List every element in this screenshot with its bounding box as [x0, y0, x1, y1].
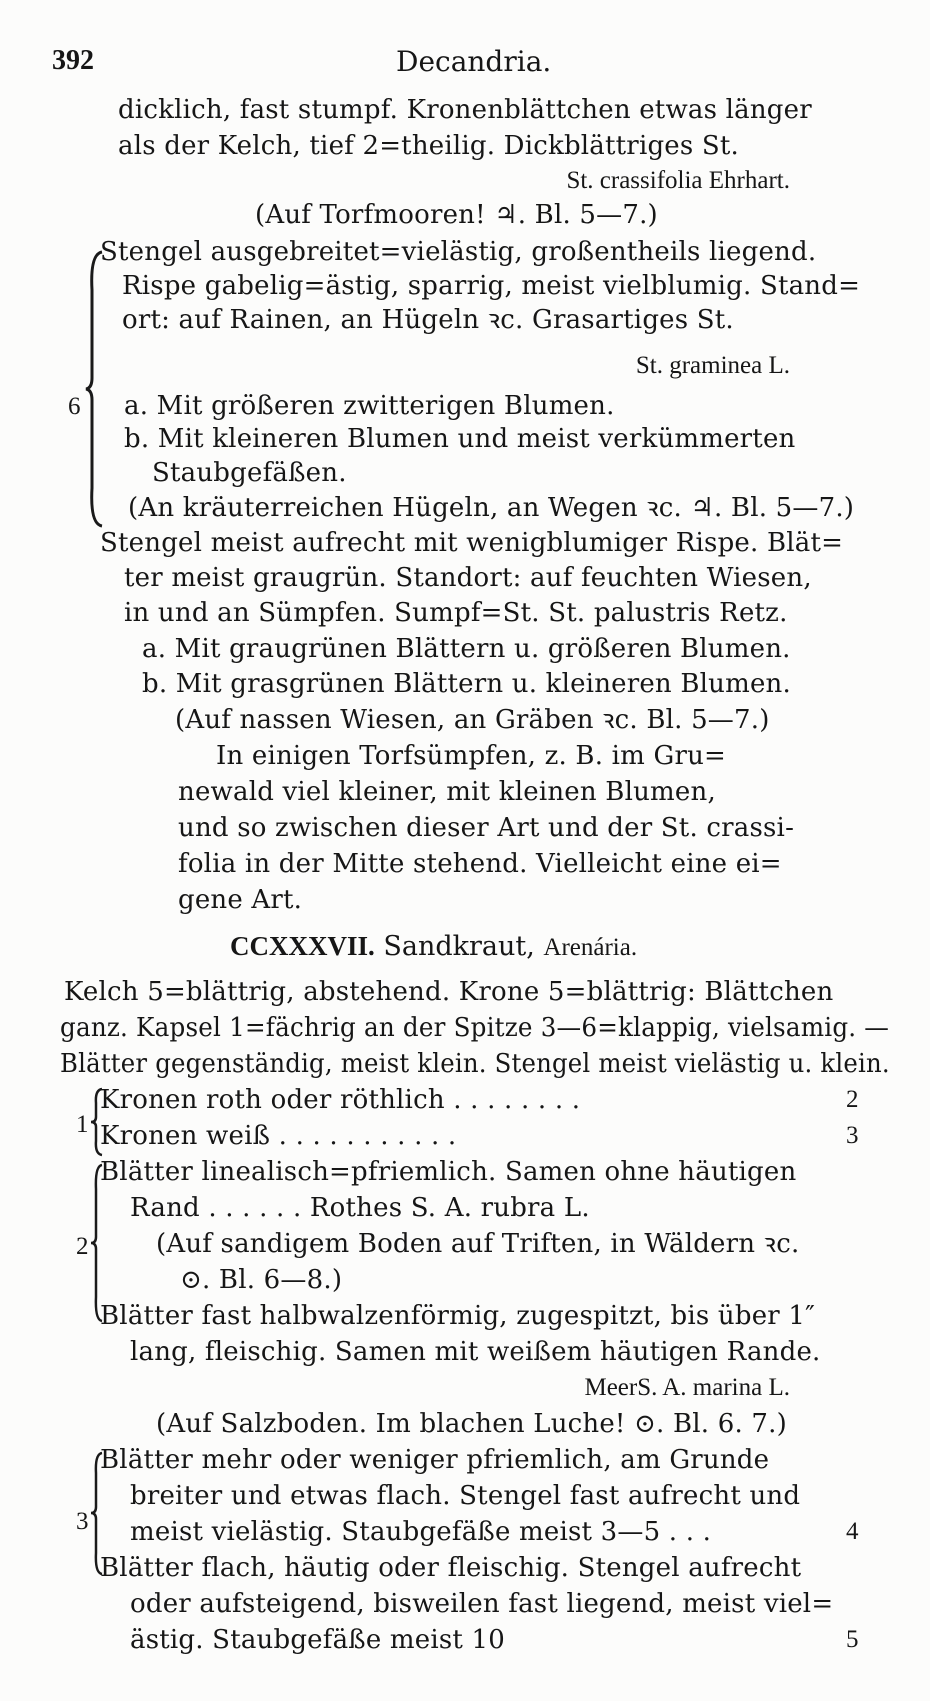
text-line: gene Art.	[178, 885, 303, 915]
key-ref: 5	[846, 1626, 859, 1653]
text-line: a. Mit größeren zwitterigen Blumen.	[124, 391, 615, 421]
species-name: St. graminea L.	[635, 352, 790, 379]
key-number: 2	[76, 1233, 89, 1260]
species-name: St. crassifolia Ehrhart.	[566, 167, 790, 194]
text-line: Stengel meist aufrecht mit wenigblumiger Rispe. Blät=	[100, 528, 844, 558]
text-line: newald viel kleiner, mit kleinen Blumen,	[178, 777, 716, 807]
key-number: 6	[68, 393, 81, 420]
brace-6	[84, 250, 104, 528]
text-line: Blätter gegenständig, meist klein. Stengel meist vielästig u. klein.	[60, 1049, 890, 1079]
key-ref: 2	[846, 1086, 859, 1113]
key-number: 3	[76, 1508, 89, 1535]
text-line: (Auf sandigem Boden auf Triften, in Wäldern ꝛc.	[156, 1229, 800, 1259]
text-line: (Auf Torfmooren! ♃. Bl. 5—7.)	[255, 200, 658, 230]
text-line: oder aufsteigend, bisweilen fast liegend, meist viel=	[130, 1589, 834, 1619]
text-line: Kronen weiß . . . . . . . . . . .	[100, 1121, 457, 1151]
text-line: und so zwischen dieser Art und der St. crassi-	[178, 813, 795, 843]
text-line: dicklich, fast stumpf. Kronenblättchen etwas länger	[118, 95, 812, 125]
text-line: lang, fleischig. Samen mit weißem häutigen Rande.	[130, 1337, 821, 1367]
text-line: ort: auf Rainen, an Hügeln ꝛc. Grasartiges St.	[122, 305, 734, 335]
text-line: Blätter fast halbwalzenförmig, zugespitzt, bis über 1″	[100, 1301, 816, 1331]
text-line: Kronen roth oder röthlich . . . . . . . .	[100, 1085, 581, 1115]
text-line: ganz. Kapsel 1=fächrig an der Spitze 3—6=klappig, vielsamig. —	[60, 1013, 890, 1043]
page-number: 392	[52, 45, 94, 76]
text-line: In einigen Torfsümpfen, z. B. im Gru=	[216, 741, 727, 771]
text-line: (Auf nassen Wiesen, an Gräben ꝛc. Bl. 5—7.)	[175, 705, 770, 735]
text-line: b. Mit kleineren Blumen und meist verkümmerten	[124, 424, 796, 454]
brace-2	[90, 1163, 104, 1323]
text-line: ⊙. Bl. 6—8.)	[180, 1265, 343, 1295]
section-heading	[230, 931, 637, 962]
text-line: a. Mit graugrünen Blättern u. größeren Blumen.	[142, 634, 791, 664]
text-line: Rand . . . . . . Rothes S. A. rubra L.	[130, 1193, 590, 1223]
running-title: Decandria.	[396, 45, 552, 78]
text-line: als der Kelch, tief 2=theilig. Dickblättriges St.	[118, 131, 740, 161]
section-name: Sandkraut,	[383, 931, 535, 962]
text-line: Blätter linealisch=pfriemlich. Samen ohne häutigen	[100, 1157, 797, 1187]
text-line: (Auf Salzboden. Im blachen Luche! ⊙. Bl. 6. 7.)	[156, 1409, 787, 1439]
text-line: (An kräuterreichen Hügeln, an Wegen ꝛc. ♃. Bl. 5—7.)	[128, 493, 855, 523]
key-number: 1	[76, 1111, 89, 1138]
species-name: MeerS. A. marina L.	[584, 1374, 790, 1401]
text-line: Blätter mehr oder weniger pfriemlich, am Grunde	[100, 1445, 770, 1475]
text-line: breiter und etwas flach. Stengel fast aufrecht und	[130, 1481, 801, 1511]
text-line: Staubgefäßen.	[152, 458, 347, 488]
text-line: Stengel ausgebreitet=vielästig, großentheils liegend.	[100, 237, 817, 267]
text-line: b. Mit grasgrünen Blättern u. kleineren Blumen.	[142, 669, 791, 699]
text-line: Kelch 5=blättrig, abstehend. Krone 5=blättrig: Blättchen	[64, 977, 834, 1007]
text-line: in und an Sümpfen. Sumpf=St. St. palustris Retz.	[124, 598, 788, 628]
key-ref: 3	[846, 1122, 859, 1149]
section-latin: Arenária.	[543, 934, 638, 961]
section-roman: CCXXXVII.	[230, 931, 375, 961]
text-line: ästig. Staubgefäße meist 10	[130, 1625, 505, 1655]
key-ref: 4	[846, 1518, 859, 1545]
text-line: ter meist graugrün. Standort: auf feuchten Wiesen,	[124, 563, 812, 593]
text-line: Rispe gabelig=ästig, sparrig, meist vielblumig. Stand=	[122, 271, 861, 301]
text-line: Blätter flach, häutig oder fleischig. Stengel aufrecht	[100, 1553, 802, 1583]
text-line: folia in der Mitte stehend. Vielleicht eine ei=	[178, 849, 782, 879]
text-line: meist vielästig. Staubgefäße meist 3—5 . . .	[130, 1517, 712, 1547]
